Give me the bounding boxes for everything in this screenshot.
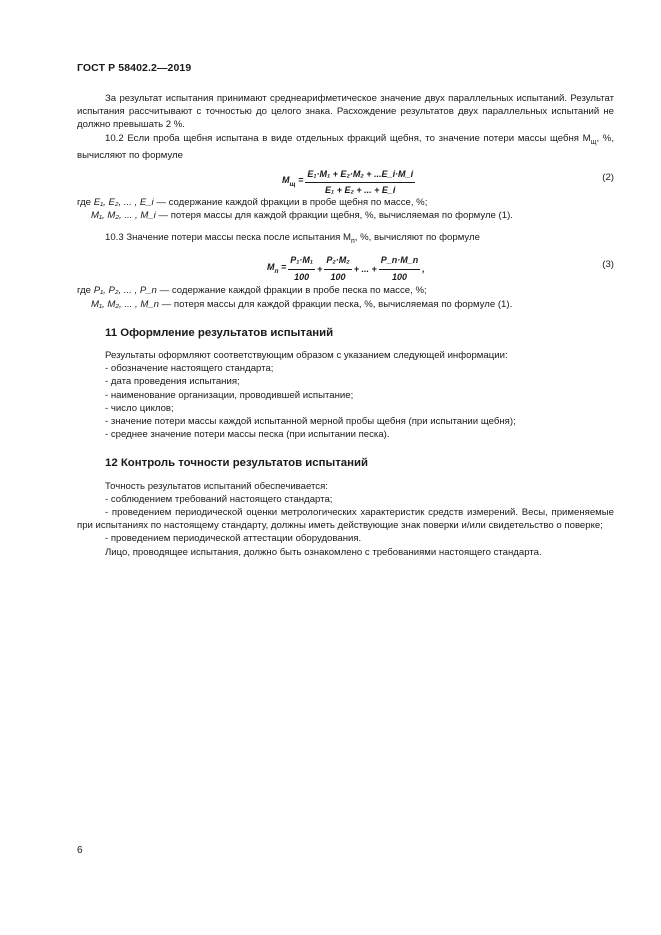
formula-2-fraction — [305, 168, 415, 197]
page-number: 6 — [77, 845, 83, 856]
list-item: - число циклов; — [105, 402, 174, 414]
where-3-vars-2: M₁, M₂, ... , M_n — [91, 298, 159, 310]
paragraph-10-3: 10.3 Значение потери массы песка после испытания $M_п$, %, вычисляют по формуле — [105, 232, 480, 246]
list-item: - дата проведения испытания; — [105, 376, 240, 388]
section-12-closing: Лицо, проводящее испытания, должно быть ознакомлено с требованиями настоящего стандарта. — [105, 546, 542, 558]
where-2-line-1: где E₁, E₂, ... , E_i — содержание каждой фракции в пробе щебня по массе, %; — [77, 196, 428, 208]
list-item: - среднее значение потери массы песка (при испытании песка). — [105, 429, 390, 441]
where-3-line-2: M₁, M₂, ... , M_n — потеря массы для каждой фракции песка, %, вычисляемая по формуле (1). — [91, 298, 513, 310]
section-11-title: 11 Оформление результатов испытаний — [105, 326, 334, 339]
formula-3-term-1: $\frac{\text{P₁·M₁}}{100}$ — [290, 255, 314, 282]
subscript: щ — [590, 138, 597, 146]
section-11-intro: Результаты оформляют соответствующим образом с указанием следующей информации: — [105, 350, 508, 362]
where-2-vars-1: E₁, E₂, ... , E_i — [93, 196, 154, 208]
formula-3-ellipsis: + ... + — [353, 263, 377, 274]
where-3-line-1: где P₁, P₂, ... , P_n — содержание каждой фракции в пробе песка по массе, %; — [77, 285, 427, 297]
main-text — [77, 92, 614, 559]
document-header: ГОСТ Р 58402.2—2019 — [77, 62, 192, 74]
paragraph-10-2-text: 10.2 Если проба щебня испытана в виде отдельных фракций щебня, то значение потери массы щебня М — [105, 132, 591, 144]
formula-2-lhs: $M_щ$ = — [282, 175, 304, 188]
formula-3: $M_п$ = $\frac{\text{P₁·M₁}}{100}$ + $\frac{\text{P₂·M₂}}{100}$ + ... + $\frac{P\_n\cdot M\_n}{100}$ , — [267, 254, 425, 283]
formula-2 — [282, 168, 417, 197]
where-3-vars-1: P₁, P₂, ... , P_n — [93, 285, 157, 297]
formula-2-row — [77, 162, 614, 196]
formula-3-term-2: $\frac{\text{P₂·M₂}}{100}$ — [326, 255, 350, 282]
paragraph-10-2-tail: , %, вычисляют по формуле — [77, 132, 615, 161]
where-2-line-2: M₁, M₂, ... , M_i — потеря массы для каждой фракции щебня, %, вычисляемая по формуле (1). — [91, 210, 513, 222]
list-item: - значение потери массы каждой испытанной мерной пробы щебня (при испытании щебня); — [105, 416, 516, 428]
where-2-vars-2: M₁, M₂, ... , M_i — [91, 210, 156, 222]
paragraph-result: За результат испытания принимают среднеарифметическое значение двух параллельных испытаний. Результат испытания рассчитывают с точностью до целого знака. Расхождение результатов двух параллельных испытаний не должно превышать 2 %. — [77, 93, 614, 131]
formula-3-lhs: $M_п$ = — [267, 261, 287, 275]
list-item: - обозначение настоящего стандарта; — [105, 363, 274, 375]
formula-2-denominator: E₁ + E₂ + ... + E_i — [325, 185, 396, 196]
formula-3-term-n: $\frac{P\_n\cdot M\_n}{100}$ — [380, 255, 419, 282]
list-item: - наименование организации, проводившей испытание; — [105, 389, 354, 401]
list-item: - проведением периодической аттестации оборудования. — [105, 533, 362, 545]
list-item: - проведением периодической оценки метрологических характеристик средств измерений. Весы, применяемые при испытаниях по настоящему стандарту, должны иметь действующие знак поверки и/или свидетельство о поверке; — [77, 507, 614, 532]
formula-3-number: (3) — [602, 259, 614, 271]
section-12-intro: Точность результатов испытаний обеспечивается: — [105, 480, 328, 492]
formula-3-row — [77, 248, 614, 284]
section-12-title: 12 Контроль точности результатов испытаний — [105, 457, 369, 470]
formula-2-numerator: E₁·M₁ + E₂·M₂ + ...E_i·M_i — [305, 168, 415, 183]
formula-2-number: (2) — [602, 171, 614, 183]
paragraph-10-2 — [77, 132, 614, 162]
list-item: - соблюдением требований настоящего стандарта; — [105, 493, 333, 505]
